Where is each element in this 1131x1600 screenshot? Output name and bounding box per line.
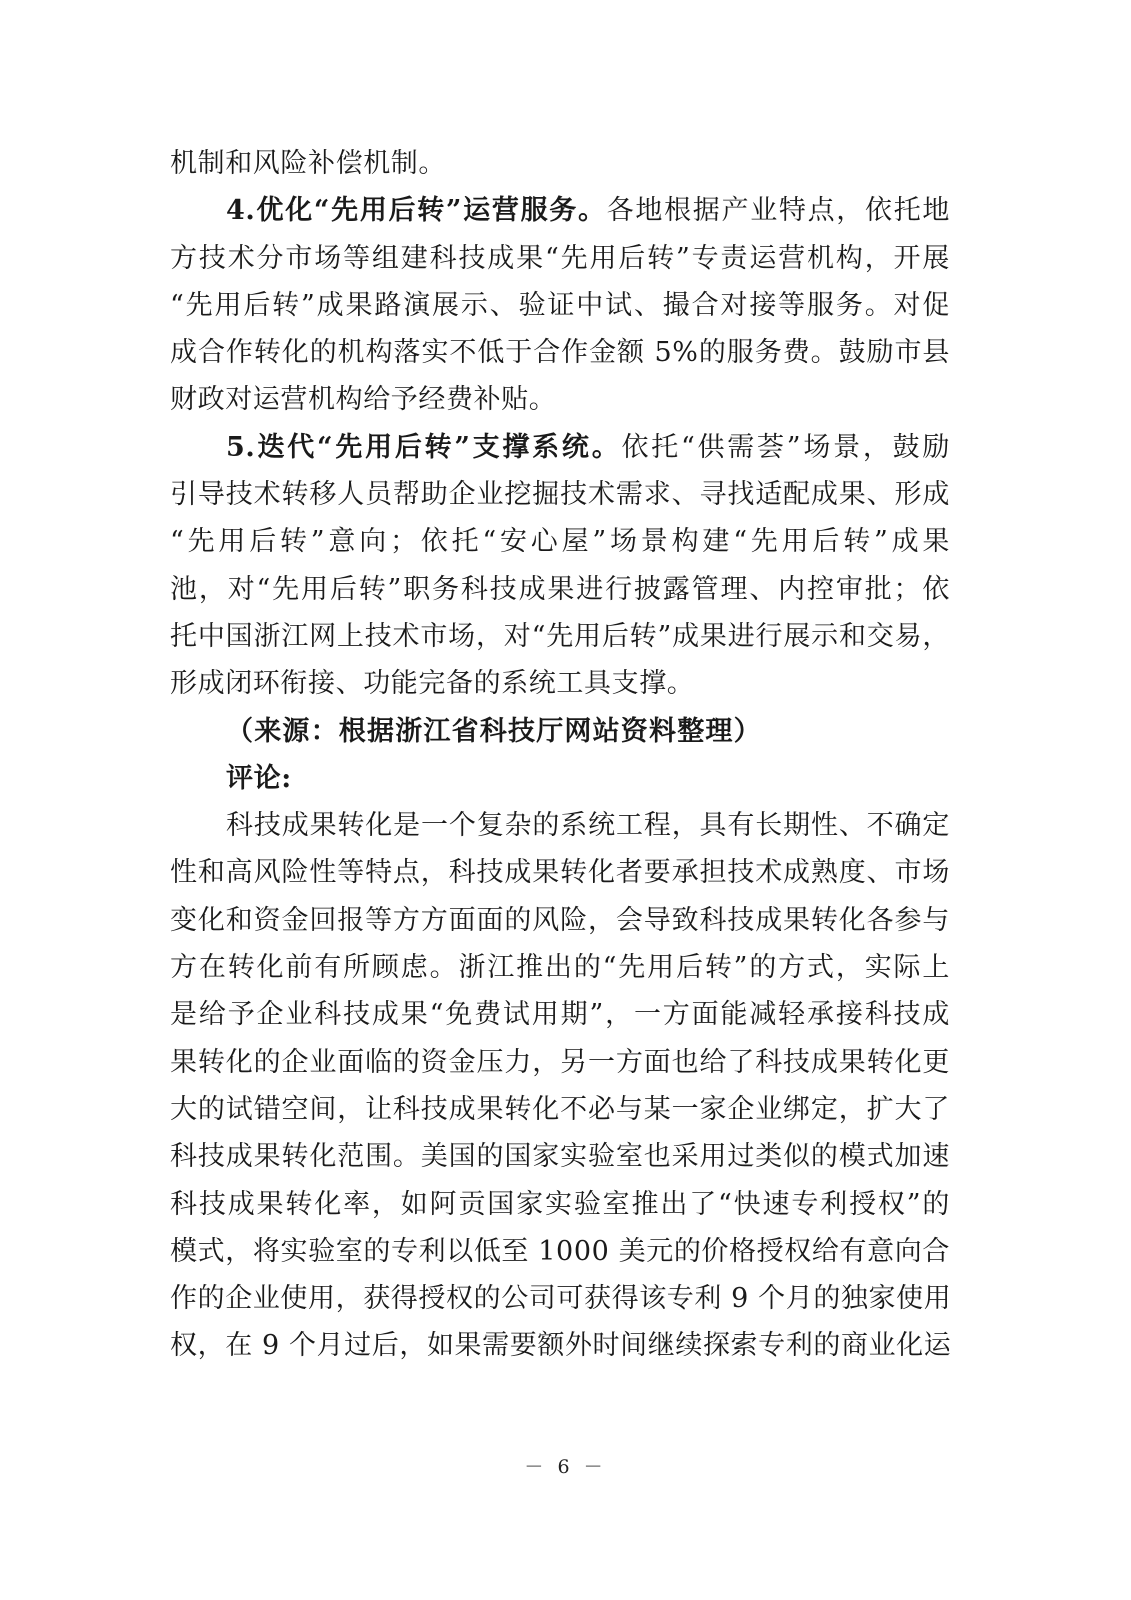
item4-line: 方技术分市场等组建科技成果“先用后转”专责运营机构，开展 [170, 242, 950, 274]
item5-first-line [170, 424, 950, 471]
comment-line: 方在转化前有所顾虑。浙江推出的“先用后转”的方式，实际上 [170, 952, 950, 984]
paragraph-tail-line: 机制和风险补偿机制。 [170, 148, 446, 179]
document-page [170, 140, 950, 1370]
comment-line: 科技成果转化范围。美国的国家实验室也采用过类似的模式加速 [170, 1141, 950, 1173]
item5-line: 池，对“先用后转”职务科技成果进行披露管理、内控审批；依 [170, 573, 950, 605]
item4-line: “先用后转”成果路演展示、验证中试、撮合对接等服务。对促 [170, 289, 950, 321]
item4-first-line-rest: 各地根据产业特点，依托地 [606, 195, 951, 227]
item5-line: “先用后转”意向；依托“安心屋”场景构建“先用后转”成果 [170, 526, 950, 558]
source-note: （来源：根据浙江省科技厅网站资料整理） [226, 715, 762, 747]
page-number: － 6 － [524, 1456, 607, 1478]
comment-heading: 评论: [226, 762, 292, 794]
comment-line: 科技成果转化率，如阿贡国家实验室推出了“快速专利授权”的 [170, 1188, 950, 1220]
comment-line: 作的企业使用，获得授权的公司可获得该专利 9 个月的独家使用 [170, 1283, 952, 1315]
item4-first-line [170, 187, 950, 234]
item5-first-line-rest: 依托“供需荟”场景，鼓励 [621, 431, 950, 463]
item4-heading: 4.优化“先用后转”运营服务。 [226, 195, 607, 227]
item5-line: 引导技术转移人员帮助企业挖掘技术需求、寻找适配成果、形成 [170, 479, 950, 511]
comment-line: 大的试错空间，让科技成果转化不必与某一家企业绑定，扩大了 [170, 1093, 950, 1125]
item4-line: 财政对运营机构给予经费补贴。 [170, 384, 557, 416]
comment-line: 是给予企业科技成果“免费试用期”，一方面能减轻承接科技成 [170, 999, 950, 1031]
comment-line: 果转化的企业面临的资金压力，另一方面也给了科技成果转化更 [170, 1046, 950, 1078]
item5-line: 托中国浙江网上技术市场，对“先用后转”成果进行展示和交易， [170, 620, 950, 652]
comment-line: 权，在 9 个月过后，如果需要额外时间继续探索专利的商业化运 [170, 1330, 952, 1362]
item5-heading: 5.迭代“先用后转”支撑系统。 [226, 431, 622, 463]
comment-line: 性和高风险性等特点，科技成果转化者要承担技术成熟度、市场 [170, 857, 950, 889]
comment-line: 模式，将实验室的专利以低至 1000 美元的价格授权给有意向合 [170, 1235, 950, 1267]
comment-line: 变化和资金回报等方方面面的风险，会导致科技成果转化各参与 [170, 904, 950, 936]
comment-line: 科技成果转化是一个复杂的系统工程，具有长期性、不确定 [226, 810, 950, 842]
item4-line: 成合作转化的机构落实不低于合作金额 5%的服务费。鼓励市县 [170, 337, 950, 369]
item5-line: 形成闭环衔接、功能完备的系统工具支撑。 [170, 668, 695, 700]
